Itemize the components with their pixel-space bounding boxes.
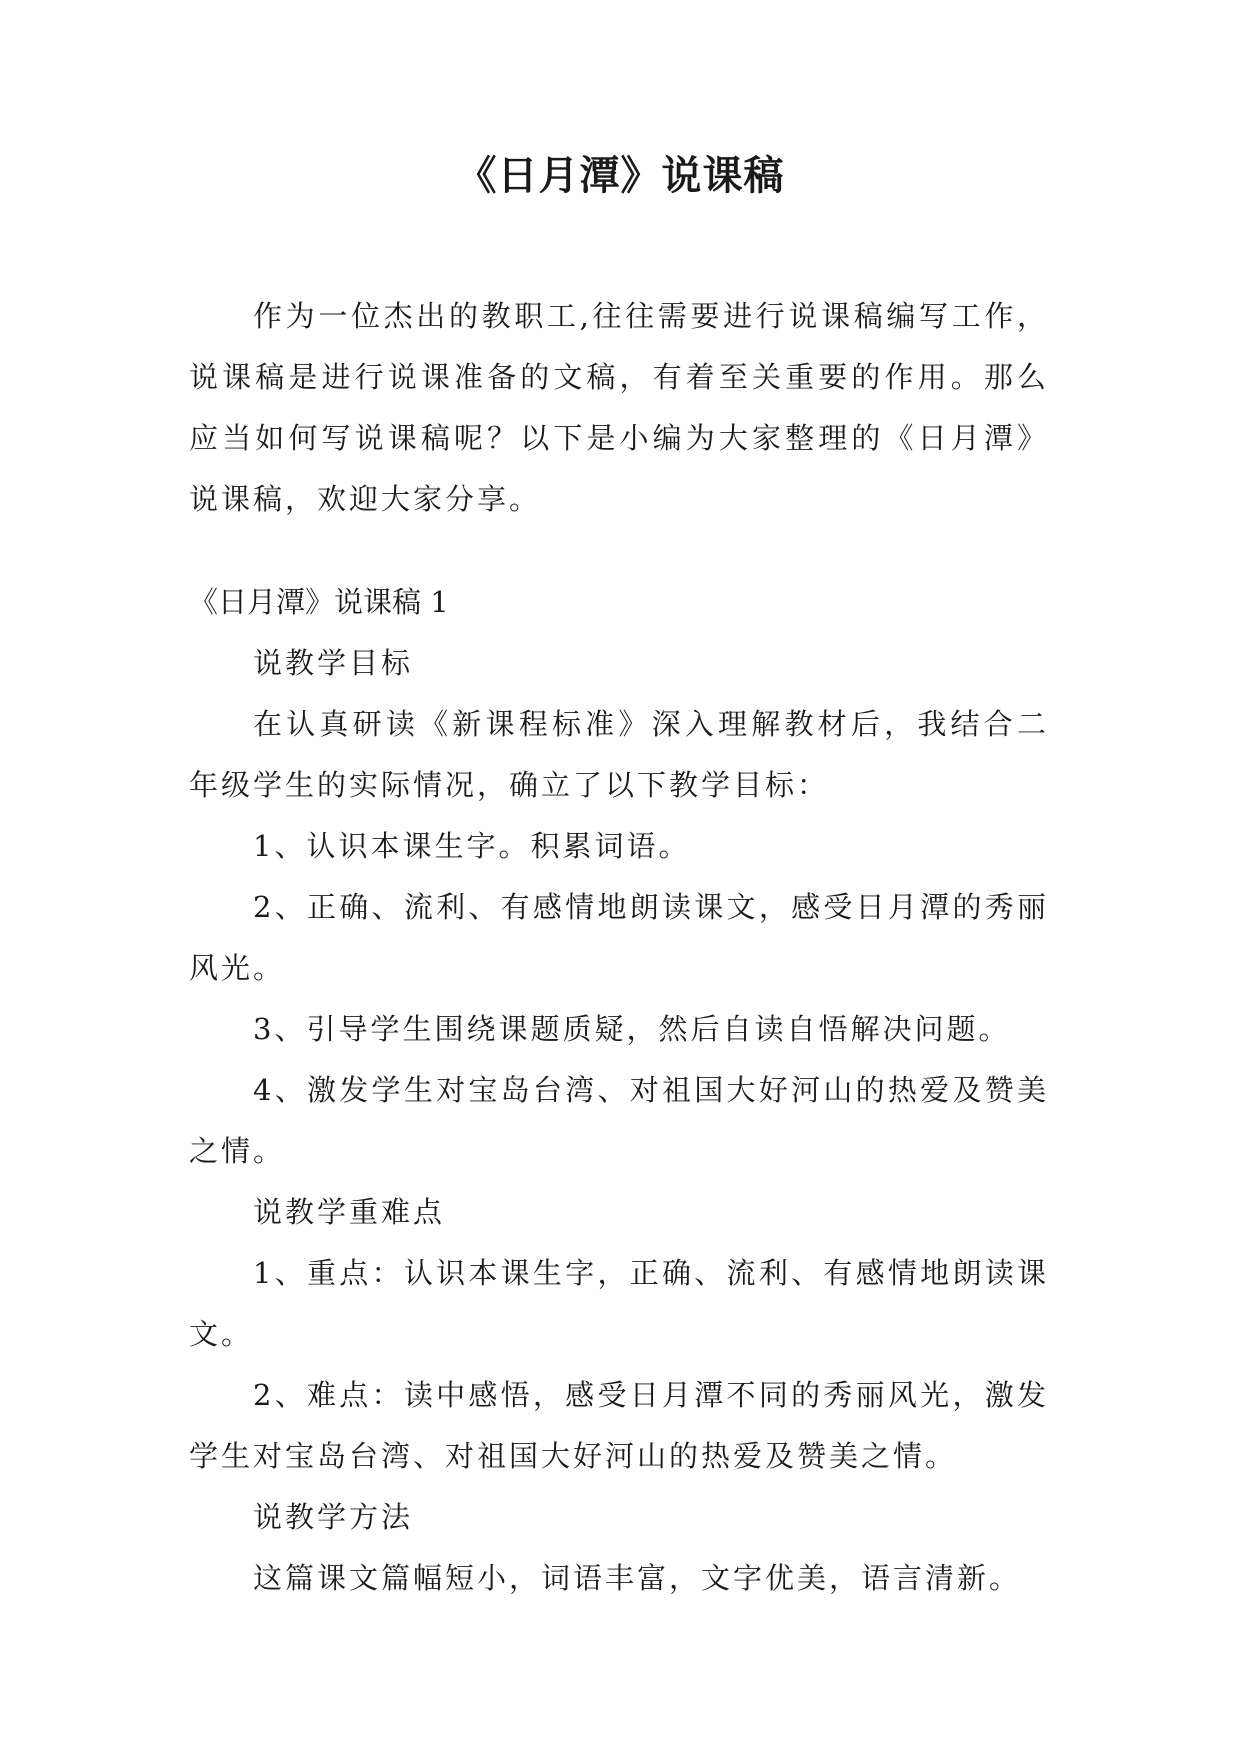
subheading-key-points: 说教学重难点 bbox=[253, 1195, 446, 1229]
main-block bbox=[189, 572, 1049, 1609]
list-item-difficult-point: 2、难点：读中感悟，感受日月潭不同的秀丽风光，激发学生对宝岛台湾、对祖国大好河山的热爱及赞美之情。 bbox=[189, 1378, 1049, 1473]
intro-paragraph: 作为一位杰出的教职工,往往需要进行说课稿编写工作，说课稿是进行说课准备的文稿，有着至关重要的作用。那么应当如何写说课稿呢？以下是小编为大家整理的《日月潭》说课稿，欢迎大家分享。 bbox=[189, 299, 1049, 516]
paragraph-methods: 这篇课文篇幅短小，词语丰富，文字优美，语言清新。 bbox=[253, 1561, 1022, 1595]
list-item-key-point: 1、重点：认识本课生字，正确、流利、有感情地朗读课文。 bbox=[189, 1256, 1049, 1351]
document-title: 《日月潭》说课稿 bbox=[456, 153, 785, 199]
list-item-goal-3: 3、引导学生围绕课题质疑，然后自读自悟解决问题。 bbox=[253, 1012, 1011, 1046]
section-heading: 《日月潭》说课稿 1 bbox=[189, 585, 449, 619]
list-item-goal-4: 4、激发学生对宝岛台湾、对祖国大好河山的热爱及赞美之情。 bbox=[189, 1073, 1049, 1168]
subheading-teaching-methods: 说教学方法 bbox=[253, 1500, 414, 1534]
list-item-goal-1: 1、认识本课生字。积累词语。 bbox=[253, 829, 691, 863]
intro-block bbox=[189, 286, 1049, 530]
paragraph-goals-intro: 在认真研读《新课程标准》深入理解教材后，我结合二年级学生的实际情况，确立了以下教学目标： bbox=[189, 707, 1049, 802]
subheading-teaching-goals: 说教学目标 bbox=[253, 646, 414, 680]
list-item-goal-2: 2、正确、流利、有感情地朗读课文，感受日月潭的秀丽风光。 bbox=[189, 890, 1049, 985]
